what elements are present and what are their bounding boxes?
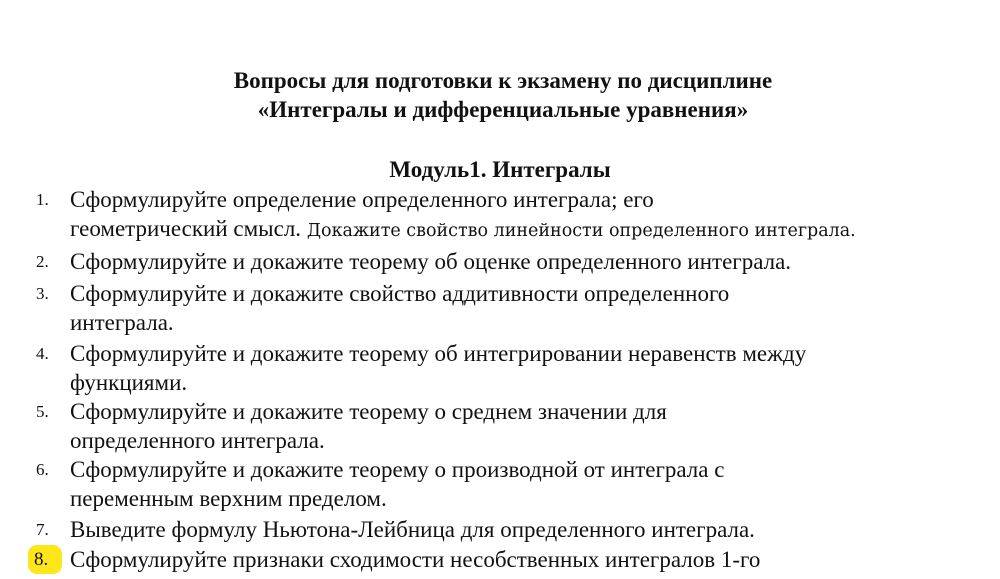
question-text-line-2 (70, 214, 856, 246)
question-text-line-1: Выведите формулу Ньютона-Лейбница для определенного интеграла. (70, 517, 755, 542)
question-text-line-2: функциями. (70, 370, 188, 395)
question-text-line-1: Сформулируйте и докажите свойство аддитивности определенного (70, 281, 730, 306)
question-item-7 (0, 515, 1000, 544)
document-title-line-1: Вопросы для подготовки к экзамену по дисциплине (233, 68, 773, 93)
question-item-4 (0, 339, 1000, 395)
question-item-6 (0, 455, 1000, 511)
question-text-main: геометрический смысл. (70, 216, 302, 241)
question-number: 5. (36, 402, 49, 421)
question-text-line-1: Сформулируйте и докажите теорему о производной от интеграла с (70, 457, 725, 482)
question-number: 7. (36, 520, 49, 539)
question-item-2 (0, 247, 1000, 276)
question-number: 1. (36, 190, 49, 209)
question-text-line-1: Сформулируйте признаки сходимости несобственных интегралов 1-го (70, 547, 761, 572)
question-number: 2. (36, 252, 49, 271)
question-number: 3. (36, 284, 49, 303)
question-text-line-1: Сформулируйте и докажите теорему об оценке определенного интеграла. (70, 249, 792, 274)
module-heading: Модуль1. Интегралы (389, 157, 611, 182)
question-text-line-1: Сформулируйте определение определенного интеграла; его (70, 187, 654, 212)
question-item-8 (0, 545, 1000, 574)
question-number: 4. (36, 344, 49, 363)
question-item-3 (0, 279, 1000, 335)
question-item-1 (0, 185, 1000, 241)
question-text-line-1: Сформулируйте и докажите теорему о среднем значении для (70, 399, 667, 424)
question-text-line-1: Сформулируйте и докажите теорему об интегрировании неравенств между (70, 341, 807, 366)
document-title-line-2: «Интегралы и дифференциальные уравнения» (257, 97, 749, 122)
question-text-alt-font: Докажите свойство линейности определенного интеграла. (306, 221, 856, 241)
question-text-line-2: переменным верхним пределом. (70, 486, 387, 511)
question-text-line-2: определенного интеграла. (70, 428, 325, 453)
highlighted-question-number: 8. (28, 545, 62, 574)
question-text-line-2: интеграла. (70, 310, 174, 335)
question-item-5 (0, 397, 1000, 453)
question-number: 6. (36, 460, 49, 479)
